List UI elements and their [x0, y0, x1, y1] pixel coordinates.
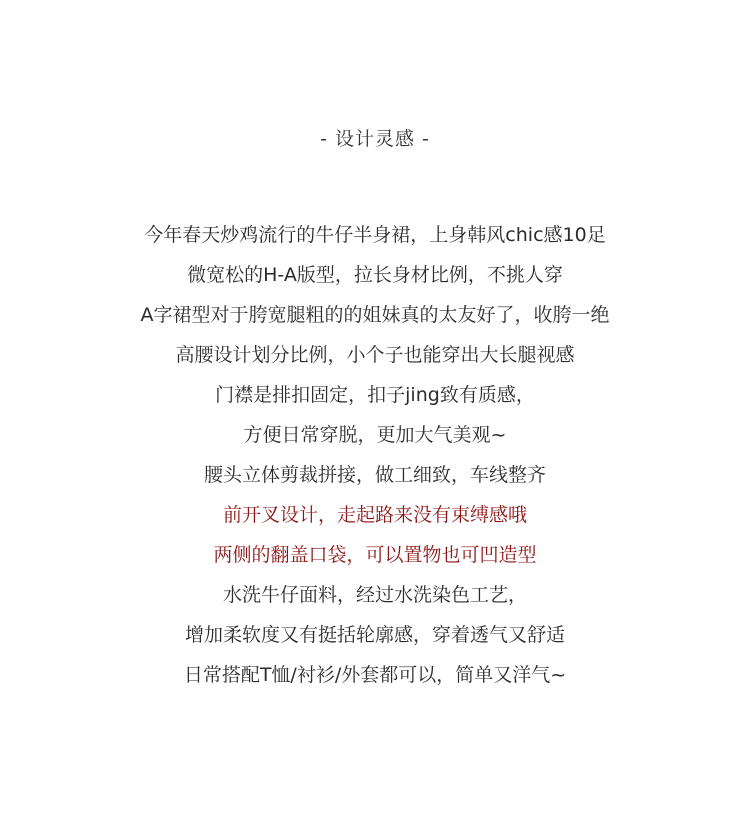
description-line: 门襟是排扣固定，扣子jing致有质感， — [215, 384, 535, 406]
highlight-line: 前开叉设计，走起路来没有束缚感哦 — [222, 504, 527, 526]
description-line: 高腰设计划分比例，小个子也能穿出大长腿视感 — [175, 344, 575, 366]
section-title: - 设计灵感 - — [320, 128, 430, 150]
description-line: 微宽松的H-A版型，拉长身材比例，不挑人穿 — [187, 264, 563, 286]
description-line: 方便日常穿脱，更加大气美观~ — [243, 424, 507, 446]
description-line: 腰头立体剪裁拼接，做工细致，车线整齐 — [203, 464, 546, 486]
description-line: 日常搭配T恤/衬衫/外套都可以，简单又洋气~ — [183, 664, 567, 686]
description-line: 水洗牛仔面料，经过水洗染色工艺， — [222, 584, 527, 606]
description-line: A字裙型对于胯宽腿粗的的姐妹真的太友好了，收胯一绝 — [140, 304, 610, 326]
highlight-line: 两侧的翻盖口袋，可以置物也可凹造型 — [213, 544, 537, 566]
description-line: 今年春天炒鸡流行的牛仔半身裙，上身韩风chic感10足 — [144, 224, 606, 246]
description-line: 增加柔软度又有挺括轮廓感，穿着透气又舒适 — [184, 624, 565, 646]
description-lines — [0, 215, 750, 695]
